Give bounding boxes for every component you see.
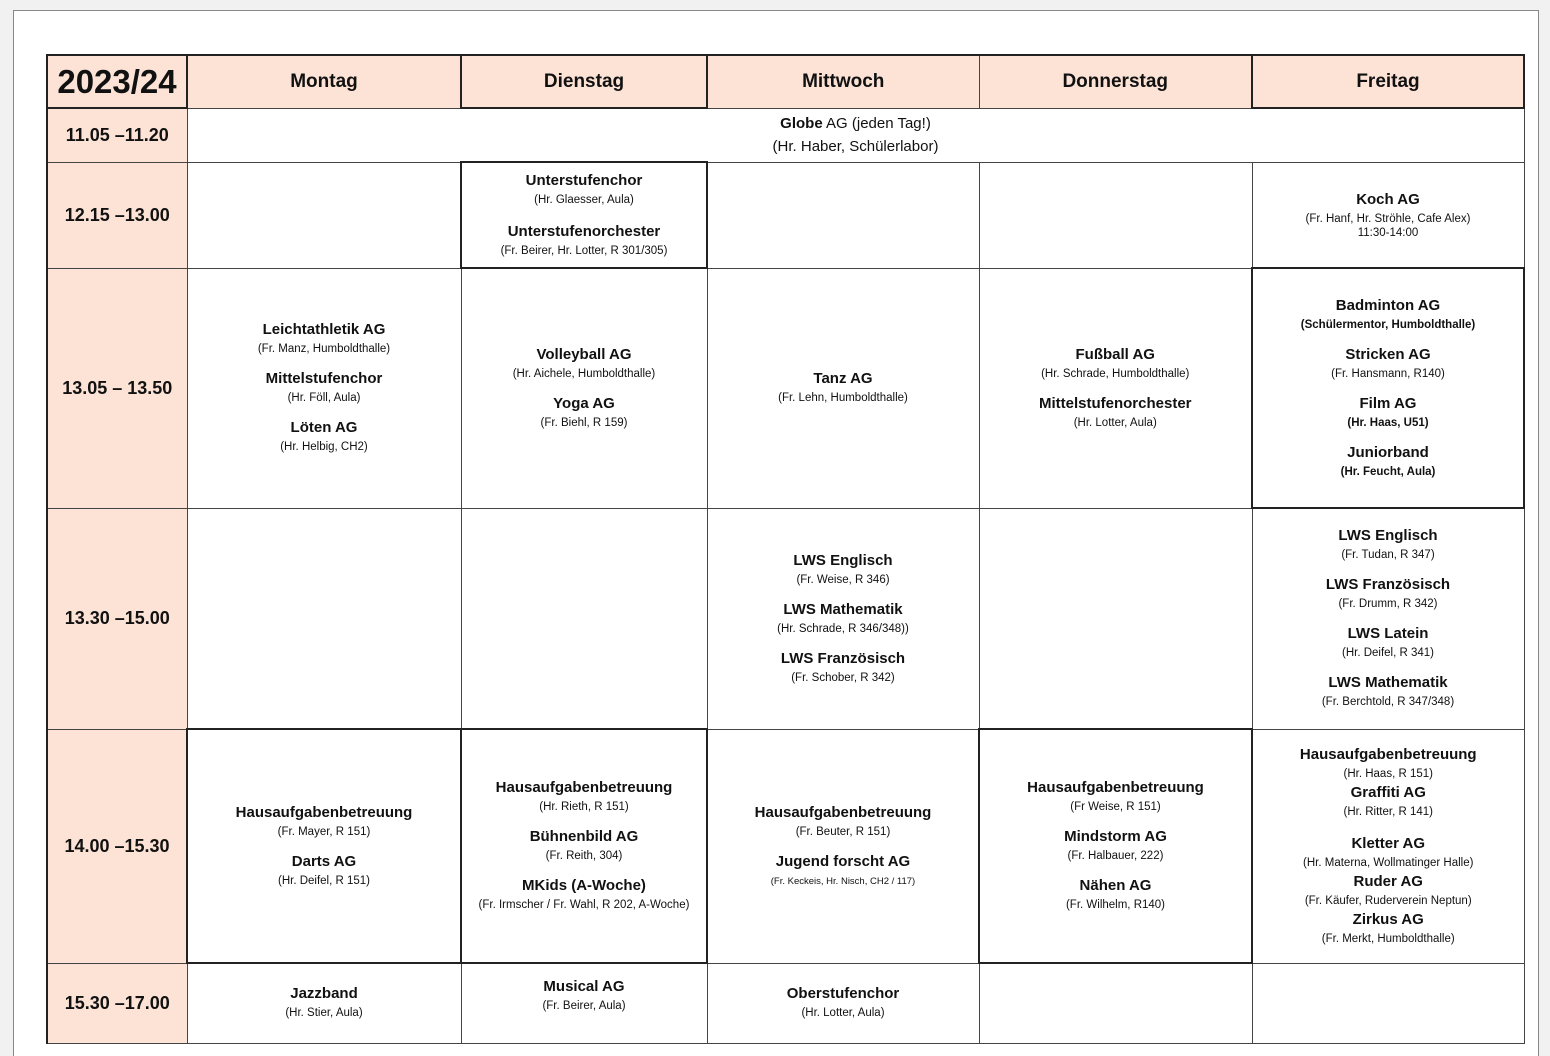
activity-entry [1344, 784, 1433, 820]
activity-title: Graffiti AG [1350, 783, 1426, 801]
activity-entry [513, 346, 656, 382]
activity-entry [526, 172, 643, 208]
cell-content [1253, 297, 1523, 480]
activity-title: Tanz AG [813, 370, 873, 387]
activity-entry [1347, 395, 1428, 431]
day-header-freitag: Freitag [1252, 55, 1524, 108]
activity-entry [1326, 576, 1450, 612]
cell-content [980, 346, 1252, 431]
activity-title: LWS Englisch [1338, 527, 1438, 545]
activity-detail: (Fr. Käufer, Ruderverein Neptun) [1304, 894, 1472, 907]
activity-entry [755, 804, 932, 840]
time-row [47, 729, 1524, 963]
activity-detail: (Fr Weise, R 151) [1070, 801, 1161, 813]
schedule-cell-donnerstag [979, 268, 1252, 508]
activity-entry [771, 853, 915, 889]
activity-entry [1303, 835, 1473, 871]
activity-detail: (Hr. Lotter, Aula) [801, 1007, 885, 1019]
time-row [47, 508, 1524, 729]
activity-entry [1306, 191, 1471, 239]
activity-entry [1322, 674, 1454, 710]
activity-detail: (Hr. Föll, Aula) [287, 392, 361, 404]
cell-content [188, 321, 461, 455]
activity-entry [1064, 828, 1167, 864]
activity-title: Hausaufgabenbetreuung [1299, 745, 1477, 763]
activity-detail: (Fr. Tudan, R 347) [1341, 549, 1435, 562]
cell-content [708, 552, 979, 686]
activity-title: Bühnenbild AG [529, 828, 639, 845]
activity-title: Mittelstufenorchester [1038, 394, 1192, 412]
schedule-cell-freitag [1252, 508, 1524, 729]
schedule-cell-freitag [1252, 268, 1524, 508]
activity-title: LWS Französisch [780, 649, 906, 667]
activity-entry [530, 828, 639, 864]
cell-content [1253, 527, 1524, 710]
activity-title: Leichtathletik AG [262, 321, 386, 338]
schedule-cell-dienstag [461, 729, 707, 963]
activity-entry [541, 395, 628, 431]
time-row [47, 268, 1524, 508]
activity-detail: (Hr. Deifel, R 151) [277, 874, 371, 887]
activity-entry [1322, 911, 1455, 947]
activity-entry [479, 877, 690, 913]
activity-title: Film AG [1359, 394, 1417, 412]
activity-title: Juniorband [1347, 443, 1429, 461]
activity-title: LWS Englisch [793, 551, 893, 569]
header-row [47, 55, 1524, 108]
activity-detail: (Hr. Materna, Wollmatinger Halle) [1303, 856, 1474, 869]
activity-title: Löten AG [290, 419, 358, 436]
schedule-cell-mittwoch [707, 268, 979, 508]
globe-detail: (Hr. Haber, Schülerlabor) [772, 138, 939, 155]
ag-schedule-table [46, 54, 1525, 1044]
cell-content [1253, 746, 1524, 947]
schedule-cell-dienstag [461, 268, 707, 508]
activity-detail: (Hr. Glaesser, Aula) [534, 193, 634, 206]
schedule-cell-donnerstag [979, 162, 1252, 268]
activity-title: LWS Latein [1347, 625, 1429, 643]
activity-entry [1338, 527, 1437, 563]
schedule-cell-freitag [1252, 162, 1524, 268]
activity-detail: (Fr. Weise, R 346) [796, 573, 890, 586]
globe-cell [187, 108, 1524, 162]
activity-detail: (Hr. Rieth, R 151) [539, 801, 629, 813]
activity-title: Hausaufgabenbetreuung [235, 803, 413, 821]
cell-content [708, 985, 979, 1021]
activity-detail: (Fr. Halbauer, 222) [1067, 850, 1164, 862]
schedule-cell-dienstag [461, 963, 707, 1043]
time-row [47, 108, 1524, 162]
activity-entry [1039, 395, 1192, 431]
activity-title: Unterstufenorchester [507, 222, 661, 240]
globe-title-line [188, 112, 1524, 135]
activity-detail: (Fr. Beirer, Hr. Lotter, R 301/305) [500, 244, 668, 257]
activity-detail: (Fr. Hanf, Hr. Ströhle, Cafe Alex) [1305, 212, 1471, 225]
activity-entry [496, 779, 673, 815]
activity-detail: (Fr. Reith, 304) [545, 850, 623, 862]
activity-entry [1300, 746, 1477, 782]
activity-entry [1342, 625, 1434, 661]
activity-title: Kletter AG [1351, 834, 1426, 852]
activity-title: LWS Mathematik [1328, 674, 1448, 692]
activity-detail: (Fr. Drumm, R 342) [1338, 598, 1438, 611]
activity-detail: (Hr. Schrade, R 346/348)) [777, 622, 909, 635]
time-slot-label: 12.15 –13.00 [47, 162, 187, 268]
activity-entry [778, 370, 908, 406]
activity-title: Unterstufenchor [525, 171, 643, 189]
time-slot-label: 15.30 –17.00 [47, 963, 187, 1043]
activity-title: LWS Französisch [1325, 576, 1451, 594]
activity-detail: (Fr. Irmscher / Fr. Wahl, R 202, A-Woche) [478, 899, 690, 911]
schedule-cell-montag [187, 508, 461, 729]
activity-detail: (Fr. Biehl, R 159) [540, 416, 628, 429]
activity-detail: (Fr. Beuter, R 151) [795, 825, 891, 838]
cell-content [188, 804, 460, 889]
time-slot-label: 14.00 –15.30 [47, 729, 187, 963]
activity-title: Badminton AG [1335, 296, 1441, 314]
schedule-cell-donnerstag [979, 508, 1252, 729]
activity-entry [1041, 346, 1189, 382]
schedule-cell-donnerstag [979, 729, 1252, 963]
activity-title: Mittelstufenchor [265, 370, 383, 387]
cell-content [462, 172, 706, 259]
globe-entry [188, 112, 1524, 158]
cell-content [462, 346, 707, 431]
activity-entry [280, 419, 368, 455]
day-header-donnerstag: Donnerstag [979, 55, 1252, 108]
activity-title: Stricken AG [1345, 345, 1431, 363]
activity-detail: (Hr. Haas, R 151) [1343, 767, 1433, 780]
activity-entry [285, 985, 362, 1021]
activity-detail: (Fr. Schober, R 342) [791, 671, 895, 684]
cell-content [1253, 191, 1524, 239]
activity-title: Darts AG [291, 852, 357, 870]
schedule-cell-montag [187, 729, 461, 963]
activity-entry [542, 978, 625, 1014]
time-row [47, 162, 1524, 268]
activity-title: Fußball AG [1075, 345, 1155, 363]
activity-title: Ruder AG [1353, 872, 1423, 890]
activity-entry [266, 370, 383, 406]
time-row [47, 963, 1524, 1043]
cell-content [188, 985, 461, 1021]
activity-detail: (Hr. Lotter, Aula) [1073, 416, 1157, 429]
activity-detail: (Hr. Stier, Aula) [285, 1007, 363, 1020]
activity-detail: (Fr. Lehn, Humboldthalle) [778, 392, 908, 404]
day-header-mittwoch: Mittwoch [707, 55, 979, 108]
activity-entry [1305, 873, 1472, 909]
activity-title: Mindstorm AG [1064, 828, 1167, 845]
activity-detail: (Hr. Helbig, CH2) [280, 441, 368, 453]
activity-entry [777, 601, 909, 637]
activity-entry [787, 985, 900, 1021]
activity-detail: (Hr. Haas, U51) [1347, 416, 1429, 429]
activity-title: Hausaufgabenbetreuung [495, 779, 673, 796]
activity-detail: (Fr. Manz, Humboldthalle) [257, 343, 391, 355]
time-slot-label: 13.30 –15.00 [47, 508, 187, 729]
activity-entry [1301, 297, 1475, 333]
activity-detail: (Hr. Deifel, R 341) [1341, 647, 1435, 660]
activity-time: 11:30-14:00 [1357, 226, 1419, 239]
globe-title: Globe [780, 115, 823, 132]
schedule-cell-mittwoch [707, 963, 979, 1043]
time-slot-label: 13.05 – 13.50 [47, 268, 187, 508]
activity-detail: (Hr. Aichele, Humboldthalle) [512, 367, 656, 380]
activity-title: Musical AG [543, 978, 625, 995]
activity-detail: (Hr. Feucht, Aula) [1340, 465, 1436, 478]
activity-entry [781, 650, 905, 686]
activity-detail: (Fr. Keckeis, Hr. Nisch, CH2 / 117) [770, 875, 916, 887]
cell-content [708, 804, 978, 889]
activity-title: Yoga AG [553, 394, 615, 412]
schedule-cell-montag [187, 162, 461, 268]
activity-detail: (Fr. Merkt, Humboldthalle) [1321, 932, 1455, 945]
activity-title: Oberstufenchor [786, 985, 900, 1002]
activity-detail: (Fr. Berchtold, R 347/348) [1321, 696, 1455, 709]
activity-title: LWS Mathematik [783, 600, 903, 618]
activity-title: Nähen AG [1079, 877, 1152, 894]
activity-title: Jazzband [290, 985, 358, 1003]
schedule-cell-mittwoch [707, 729, 979, 963]
time-slot-label: 11.05 –11.20 [47, 108, 187, 162]
activity-detail: (Hr. Schrade, Humboldthalle) [1041, 367, 1190, 380]
schedule-cell-freitag [1252, 729, 1524, 963]
cell-content [462, 978, 707, 1014]
schedule-cell-dienstag [461, 508, 707, 729]
activity-entry [1331, 346, 1445, 382]
activity-detail: (Fr. Hansmann, R140) [1331, 367, 1445, 380]
schedule-cell-mittwoch [707, 508, 979, 729]
cell-content [708, 370, 979, 406]
schedule-cell-montag [187, 963, 461, 1043]
schedule-cell-montag [187, 268, 461, 508]
schedule-cell-donnerstag [979, 963, 1252, 1043]
day-header-montag: Montag [187, 55, 461, 108]
day-header-dienstag: Dienstag [461, 55, 707, 108]
activity-title: Koch AG [1356, 190, 1420, 208]
activity-entry [236, 804, 413, 840]
activity-detail: (Hr. Ritter, R 141) [1343, 805, 1433, 818]
activity-detail: (Schülermentor, Humboldthalle) [1300, 318, 1476, 331]
activity-title: Jugend forscht AG [775, 852, 911, 870]
schedule-cell-freitag [1252, 963, 1524, 1043]
activity-detail: (Fr. Beirer, Aula) [542, 1000, 626, 1012]
schedule-cell-mittwoch [707, 162, 979, 268]
activity-entry [258, 321, 390, 357]
schedule-cell-dienstag [461, 162, 707, 268]
activity-title: Volleyball AG [536, 345, 632, 363]
activity-title: MKids (A-Woche) [522, 877, 646, 894]
activity-entry [1027, 779, 1204, 815]
activity-title: Hausaufgabenbetreuung [1027, 779, 1204, 796]
activity-entry [793, 552, 892, 588]
activity-entry [1066, 877, 1165, 913]
activity-entry [501, 223, 668, 259]
cell-content [462, 779, 706, 913]
activity-entry [278, 853, 370, 889]
year-label: 2023/24 [47, 55, 187, 108]
activity-detail: (Fr. Mayer, R 151) [277, 825, 371, 838]
activity-title: Hausaufgabenbetreuung [754, 803, 932, 821]
cell-content [980, 779, 1251, 913]
activity-entry [1341, 444, 1436, 480]
globe-title-rest: AG (jeden Tag!) [822, 115, 931, 132]
activity-detail: (Fr. Wilhelm, R140) [1065, 899, 1166, 911]
activity-title: Zirkus AG [1352, 910, 1424, 928]
